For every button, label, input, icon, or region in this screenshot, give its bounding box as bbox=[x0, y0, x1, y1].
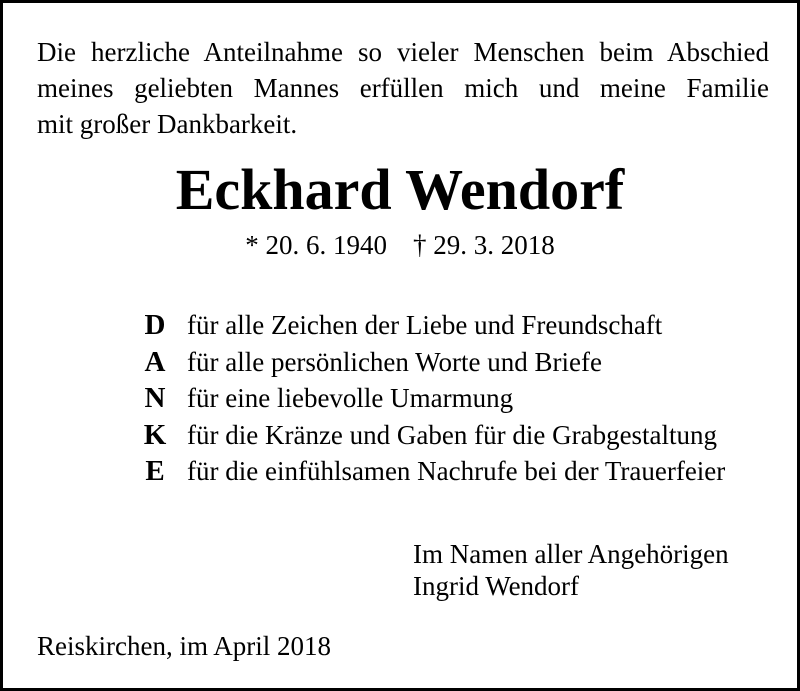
danke-letter: K bbox=[143, 418, 167, 451]
danke-letter: E bbox=[145, 455, 165, 487]
danke-text: für die einfühlsamen Nachrufe bei der Trauerfeier bbox=[187, 456, 726, 486]
danke-row bbox=[123, 455, 725, 492]
death-date: † 29. 3. 2018 bbox=[413, 230, 555, 260]
danke-letter: D bbox=[144, 309, 166, 341]
life-dates bbox=[3, 229, 797, 261]
intro-line: meines geliebten Mannes erfüllen mich und meine Familie bbox=[37, 73, 769, 103]
danke-text: für die Kränze und Gaben für die Grabgestaltung bbox=[187, 419, 718, 450]
danke-row bbox=[123, 346, 725, 383]
danke-text: für alle persönlichen Worte und Briefe bbox=[187, 346, 602, 377]
danke-row bbox=[123, 382, 725, 419]
danke-text: für eine liebevolle Umarmung bbox=[187, 383, 514, 413]
danke-row bbox=[123, 419, 725, 456]
deceased-name: Eckhard Wendorf bbox=[175, 157, 625, 222]
danke-letter: N bbox=[144, 382, 166, 414]
danke-text: für alle Zeichen der Liebe und Freundschaft bbox=[187, 310, 663, 340]
signature-line: Im Namen aller Angehörigen bbox=[413, 539, 729, 569]
intro-paragraph bbox=[37, 34, 769, 142]
place-date: Reiskirchen, im April 2018 bbox=[37, 631, 331, 661]
signature-block bbox=[413, 538, 729, 602]
intro-line: mit großer Dankbarkeit. bbox=[37, 109, 298, 139]
danke-list bbox=[123, 309, 725, 492]
birth-date: * 20. 6. 1940 bbox=[245, 230, 387, 260]
signer-name: Ingrid Wendorf bbox=[413, 571, 580, 601]
intro-line: Die herzliche Anteilnahme so vieler Menschen beim Abschied bbox=[37, 37, 769, 67]
danke-letter: A bbox=[144, 345, 166, 378]
danke-row bbox=[123, 309, 725, 346]
